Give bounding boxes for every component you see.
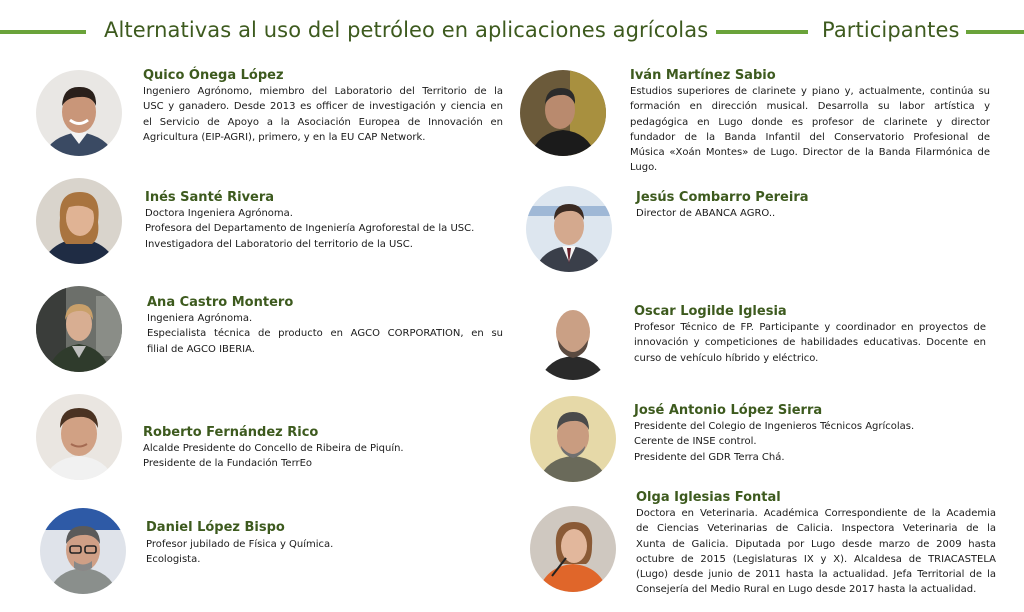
bio-line: USC y ganadero. Desde 2013 es officer de investigación y ciencia en — [143, 101, 503, 113]
participant-name: Jesús Combarro Pereira — [636, 190, 809, 205]
bio-line: Director de ABANCA AGRO.. — [636, 208, 776, 219]
bio-line: Doctora Ingeniera Agrónoma. — [145, 208, 293, 219]
portrait-man-dark — [520, 70, 606, 156]
portrait-woman-speaking — [530, 506, 616, 592]
participant-name: Olga Iglesias Fontal — [636, 490, 781, 505]
portrait-man-suit — [526, 186, 612, 272]
header-rule-middle — [716, 30, 808, 34]
participant-bio — [634, 419, 990, 465]
bio-line: Doctora en Veterinaria. Académica Correspondiente de la Academia — [636, 508, 996, 519]
section-title: Participantes — [822, 18, 960, 42]
participant-photo — [530, 506, 616, 592]
bio-line: Ecologista. — [146, 554, 201, 566]
bio-line: Música «Xoán Montes» de Lugo. Director de la Banda Filarmónica de — [630, 147, 990, 159]
participant-photo — [530, 396, 616, 482]
header-rule-right — [966, 30, 1024, 34]
bio-line: formación en dirección musical. Desarrolla su labor artística y — [630, 101, 990, 113]
participant-name: Daniel López Bispo — [146, 520, 285, 535]
participant-bio — [143, 441, 503, 472]
bio-line: Presidente de la Fundación TerrEo — [143, 458, 313, 470]
bio-line: Cerente de INSE control. — [634, 436, 757, 448]
participant-name: José Antonio López Sierra — [634, 403, 823, 418]
participant-photo — [526, 186, 612, 272]
bio-line: octubre de 2015 (Legislaturas IX y X). Alcaldesa de TRIACASTELA — [636, 553, 996, 565]
bio-line: Estudios superiores de clarinete y piano y, actualmente, continúa su — [630, 86, 990, 97]
bio-line: filial de AGCO IBERIA. — [147, 343, 255, 355]
participant-bio — [636, 506, 996, 598]
bio-line: Ingeniero Agrónomo, miembro del Laboratorio del Territorio de la — [143, 86, 503, 97]
participant-name: Iván Martínez Sabio — [630, 68, 776, 83]
bio-line: fundador de la Banda Infantil del Conservatorio Profesional de — [630, 131, 990, 143]
participant-name: Inés Santé Rivera — [145, 190, 275, 205]
bio-line: Profesor Técnico de FP. Participante y coordinador en proyectos de — [634, 322, 986, 333]
bio-line: el Servicio de Apoyo a la Asociación Europea de Innovación en — [143, 116, 503, 128]
header-rule-left — [0, 30, 86, 34]
participant-bio — [630, 84, 990, 176]
bio-line: Consejería del Medio Rural en Lugo desde 2017 hasta la actualidad. — [636, 584, 977, 596]
portrait-man-grey-hair — [530, 396, 616, 482]
participant-bio — [145, 206, 505, 252]
page-title: Alternativas al uso del petróleo en aplicaciones agrícolas — [104, 18, 709, 42]
participant-name: Roberto Fernández Rico — [143, 425, 319, 440]
bio-line: Presidente del GDR Terra Chá. — [634, 451, 785, 463]
participant-photo — [530, 294, 616, 380]
portrait-man-smiling — [36, 70, 122, 156]
participant-name: Ana Castro Montero — [147, 295, 294, 310]
bio-line: innovación y competiciones de habilidades educativas. Docente en — [634, 337, 986, 349]
bio-line: Lugo. — [630, 162, 658, 174]
bio-line: de Ciencias Veterinarias de Calicia. Inspectora Veterinaria de la — [636, 523, 996, 535]
participant-bio — [636, 206, 992, 221]
bio-line: pedagógica en Lugo donde es profesor de clarinete y director — [630, 116, 990, 128]
participant-photo — [36, 394, 122, 480]
participant-photo — [36, 286, 122, 372]
bio-line: (Lugo) desde junio de 2011 hasta la actualidad. Jefa Territorial de la — [636, 569, 996, 581]
participant-bio — [634, 320, 986, 366]
portrait-man-glasses — [40, 508, 126, 594]
bio-line: Especialista técnica de producto en AGCO CORPORATION, en su — [147, 328, 503, 340]
participant-photo — [40, 508, 126, 594]
bio-line: Alcalde Presidente do Concello de Ribeira de Piquín. — [143, 443, 404, 454]
portrait-man-young — [36, 394, 122, 480]
participant-bio — [147, 311, 503, 357]
bio-line: Xunta de Galicia. Diputada por Lugo desde marzo de 2009 hasta — [636, 538, 996, 550]
bio-line: Profesor jubilado de Física y Química. — [146, 539, 334, 550]
participant-bio — [143, 84, 503, 145]
participant-photo — [520, 70, 606, 156]
portrait-woman-workshop — [36, 286, 122, 372]
bio-line: Profesora del Departamento de Ingeniería Agroforestal de la USC. — [145, 223, 475, 235]
bio-line: Ingeniera Agrónoma. — [147, 313, 253, 324]
participant-bio — [146, 537, 502, 568]
participant-photo — [36, 178, 122, 264]
bio-line: Agricultura (EIP-AGRI), primero, y en la EU CAP Network. — [143, 131, 426, 143]
bio-line: Investigadora del Laboratorio del territorio de la USC. — [145, 238, 413, 250]
bio-line: curso de vehículo híbrido y eléctrico. — [634, 352, 819, 364]
bio-line: Presidente del Colegio de Ingenieros Técnicos Agrícolas. — [634, 421, 915, 432]
portrait-woman-blonde — [36, 178, 122, 264]
portrait-man-bald-beard — [530, 294, 616, 380]
participant-name: Quico Ónega López — [143, 68, 284, 83]
participant-photo — [36, 70, 122, 156]
participant-name: Oscar Logilde Iglesia — [634, 304, 787, 319]
